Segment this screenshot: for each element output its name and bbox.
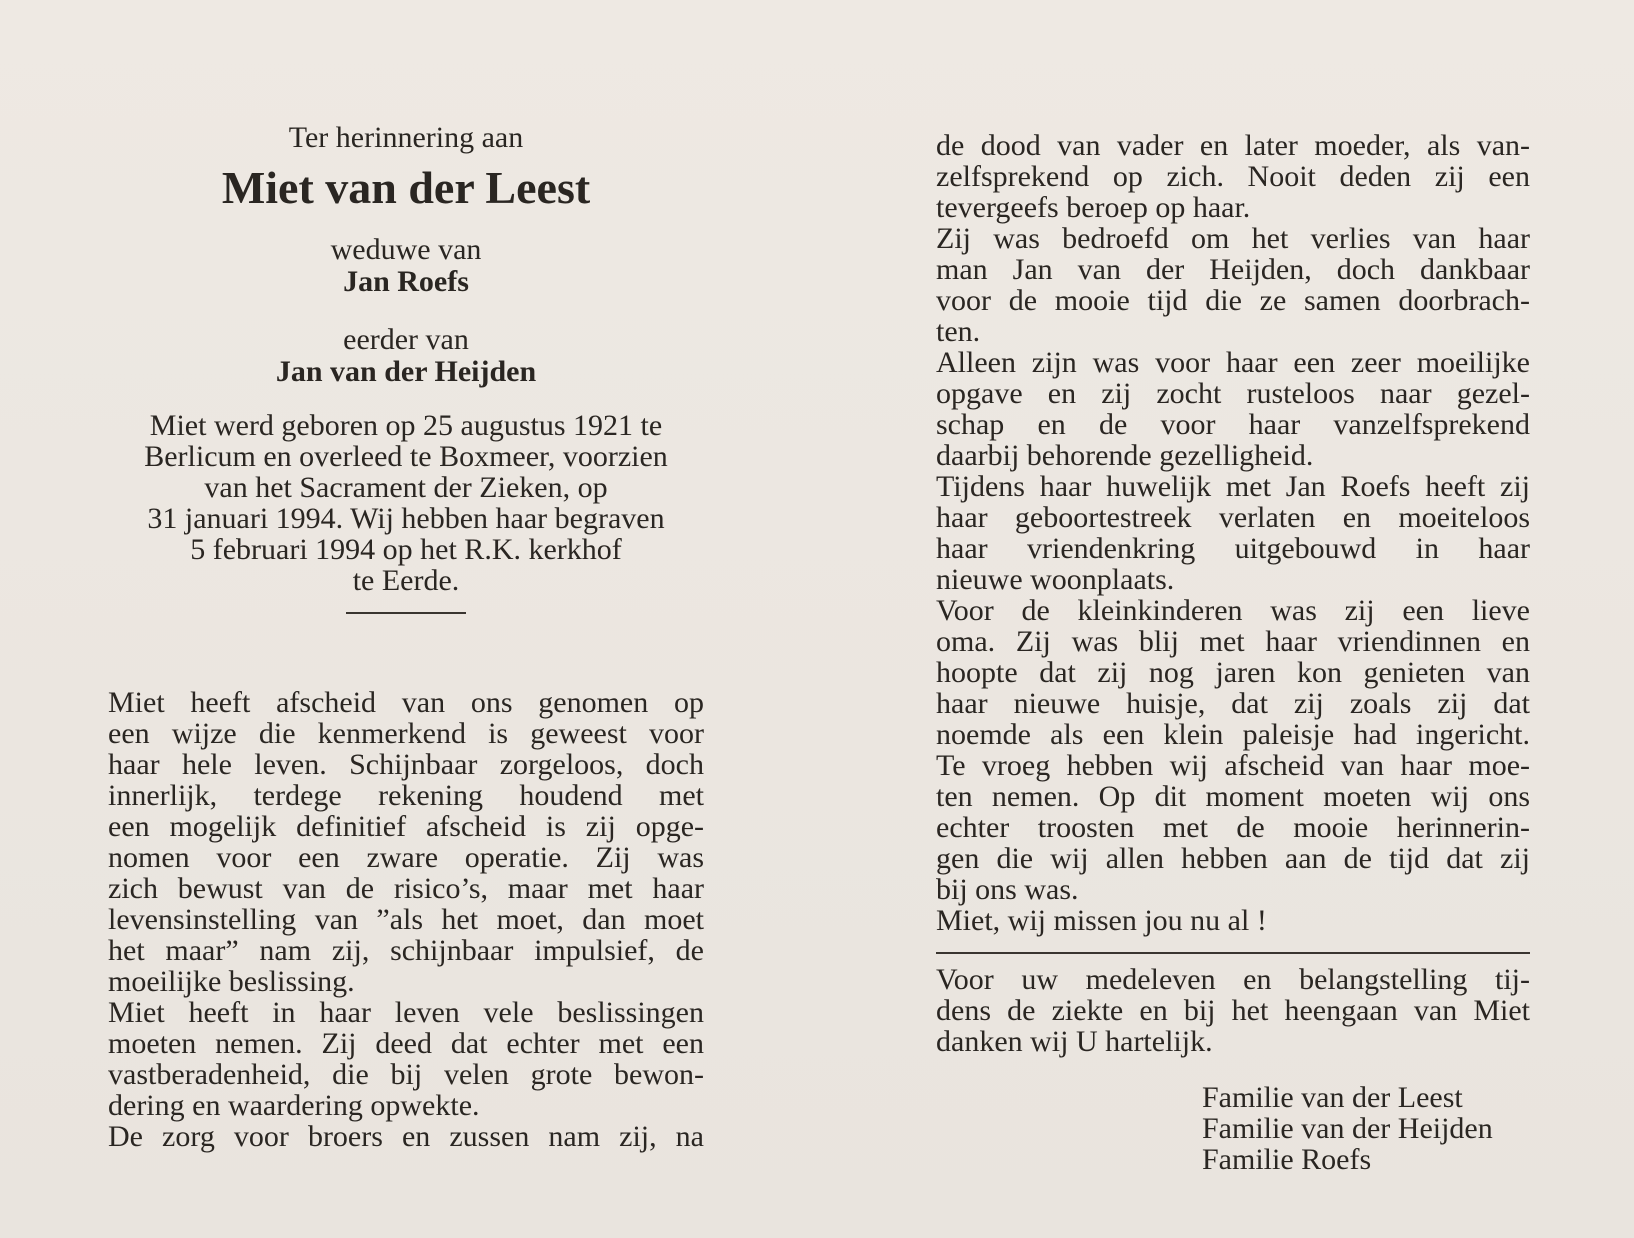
body-line: een mogelijk definitief afscheid is zij opge- — [108, 810, 704, 843]
body-line: haar hele leven. Schijnbaar zorgeloos, doch — [108, 748, 704, 781]
family-name: Familie van der Leest — [1202, 1081, 1463, 1114]
body-line: schap en de voor haar vanzelfsprekend — [936, 408, 1530, 441]
body-line: bij ons was. — [936, 873, 1079, 906]
bio-line: 5 februari 1994 op het R.K. kerkhof — [190, 533, 622, 566]
body-line: haar geboortestreek verlaten en moeiteloos — [936, 501, 1530, 534]
thanks-line: dens de ziekte en bij het heengaan van Miet — [936, 994, 1530, 1027]
body-line: echter troosten met de mooie herinnerin- — [936, 811, 1530, 844]
family-name: Familie Roefs — [1202, 1143, 1372, 1176]
body-line: het maar” nam zij, schijnbaar impulsief, de — [108, 934, 704, 967]
body-line: tevergeefs beroep op haar. — [936, 191, 1251, 224]
relation-name-1: Jan Roefs — [343, 265, 469, 298]
bio-block — [108, 410, 704, 596]
signature-block — [1202, 1082, 1530, 1175]
body-line: Miet heeft afscheid van ons genomen op — [108, 686, 704, 719]
body-line: daarbij behorende gezelligheid. — [936, 439, 1314, 472]
body-line: innerlijk, terdege rekening houdend met — [108, 779, 704, 812]
thanks-line: Voor uw medeleven en belangstelling tij- — [936, 963, 1530, 996]
body-line: voor de mooie tijd die ze samen doorbrach- — [936, 284, 1530, 317]
body-line: zich bewust van de risico’s, maar met haar — [108, 872, 704, 905]
body-line: dering en waardering opwekte. — [108, 1089, 480, 1122]
family-name: Familie van der Heijden — [1202, 1112, 1493, 1145]
relation-name-2: Jan van der Heijden — [275, 355, 537, 388]
bio-line: Berlicum en overleed te Boxmeer, voorzien — [144, 440, 668, 473]
body-line: noemde als een klein paleisje had ingericht. — [936, 718, 1530, 751]
relation-label-1: weduwe van — [330, 233, 482, 266]
thanks-text — [936, 964, 1530, 1057]
body-line: ten nemen. Op dit moment moeten wij ons — [936, 780, 1530, 813]
body-line: Miet, wij missen jou nu al ! — [936, 904, 1267, 937]
body-line: Zij was bedroefd om het verlies van haar — [936, 222, 1530, 255]
body-line: Miet heeft in haar leven vele beslissingen — [108, 996, 704, 1029]
body-line: gen die wij allen hebben aan de tijd dat zij — [936, 842, 1530, 875]
bio-line: van het Sacrament der Zieken, op — [204, 471, 608, 504]
body-line: haar nieuwe huisje, dat zij zoals zij dat — [936, 687, 1530, 720]
bio-line: te Eerde. — [352, 564, 460, 597]
body-line: zelfsprekend op zich. Nooit deden zij een — [936, 160, 1530, 193]
body-line: nomen voor een zware operatie. Zij was — [108, 841, 704, 874]
body-line: opgave en zij zocht rusteloos naar gezel- — [936, 377, 1530, 410]
body-line: man Jan van der Heijden, doch dankbaar — [936, 253, 1530, 286]
body-line: levensinstelling van ”als het moet, dan moet — [108, 903, 704, 936]
left-body-text — [108, 687, 704, 1152]
body-line: Alleen zijn was voor haar een zeer moeilijke — [936, 346, 1530, 379]
right-body-text — [936, 130, 1530, 936]
body-line: oma. Zij was blij met haar vriendinnen en — [936, 625, 1530, 658]
body-line: moeilijke beslissing. — [108, 965, 355, 998]
thanks-line: danken wij U hartelijk. — [936, 1025, 1213, 1058]
body-line: Te vroeg hebben wij afscheid van haar moe- — [936, 749, 1530, 782]
body-line: vastberadenheid, die bij velen grote bewon- — [108, 1058, 704, 1091]
left-column — [108, 120, 704, 1152]
bio-line: 31 januari 1994. Wij hebben haar begraven — [147, 502, 665, 535]
bio-line: Miet werd geboren op 25 augustus 1921 te — [149, 409, 663, 442]
body-line: Tijdens haar huwelijk met Jan Roefs heeft zij — [936, 470, 1530, 503]
body-line: moeten nemen. Zij deed dat echter met een — [108, 1027, 704, 1060]
divider-long — [936, 952, 1530, 954]
body-line: Voor de kleinkinderen was zij een lieve — [936, 594, 1530, 627]
body-line: haar vriendenkring uitgebouwd in haar — [936, 532, 1530, 565]
body-line: hoopte dat zij nog jaren kon genieten van — [936, 656, 1530, 689]
divider-short — [346, 612, 466, 614]
deceased-name: Miet van der Leest — [221, 162, 591, 213]
intro-text: Ter herinnering aan — [288, 121, 524, 154]
body-line: nieuwe woonplaats. — [936, 563, 1175, 596]
body-line: De zorg voor broers en zussen nam zij, na — [108, 1120, 704, 1153]
body-line: een wijze die kenmerkend is geweest voor — [108, 717, 704, 750]
right-column — [936, 130, 1530, 1175]
body-line: de dood van vader en later moeder, als van- — [936, 129, 1530, 162]
body-line: ten. — [936, 315, 981, 348]
relation-label-2: eerder van — [343, 323, 469, 356]
